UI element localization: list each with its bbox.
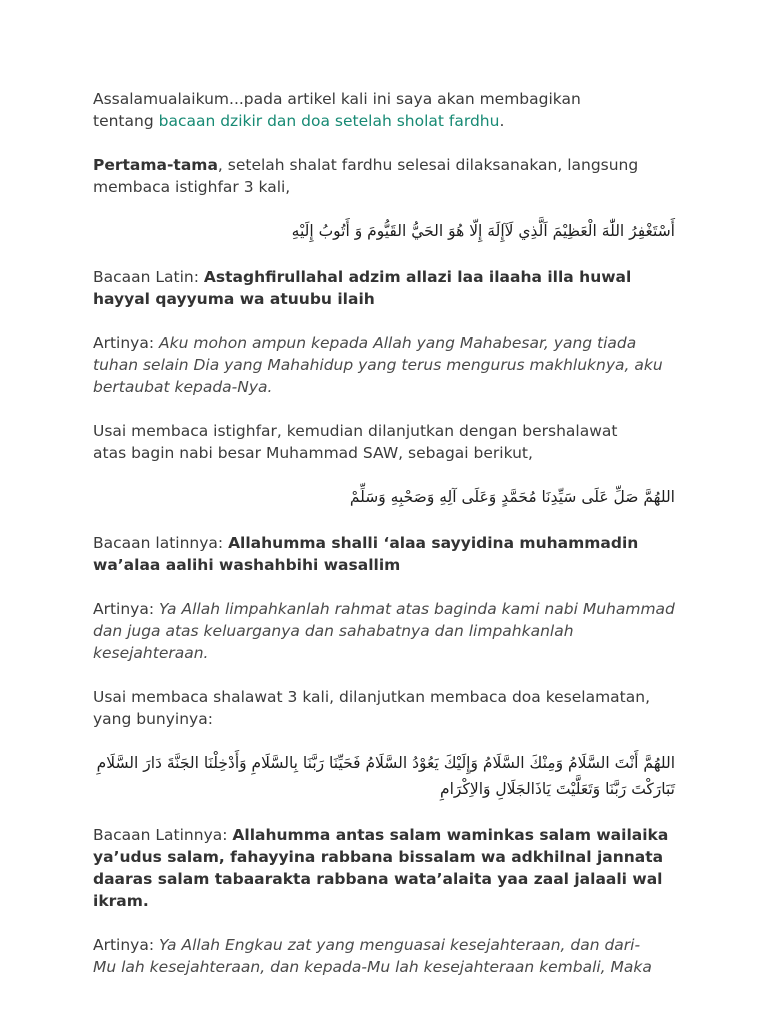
shalawat-arabic: اللهُمَّ صَلِّ عَلَى سَيِّدِنَا مُحَمَّدٍ وَعَلَى آلِهِ وَصَحْبِهِ وَسَلِّمْ xyxy=(349,488,675,506)
step1-text: , setelah shalat fardhu selesai dilaksanakan, langsung membaca istighfar 3 kali, xyxy=(93,156,639,196)
doa-keselamatan-arabic: اللهُمَّ أَنْتَ السَّلَامُ وَمِنْكَ السَّلَامُ وَإِلَيْكَ يَعُوْدُ السَّلَامُ فَحَيِّنَا رَبَّنَا بِالسَّلَامِ وَأَدْخِلْنَا الجَنَّةَ دَارَ السَّلَامِ تَبَارَكْتَ رَبَّنَا وَتَعَلَّيْتَ يَاذَالجَلَالِ وَالاِكْرَامِ xyxy=(96,754,675,798)
doa-keselamatan-latin-label: Bacaan Latinnya: xyxy=(93,826,233,844)
shalawat-meaning-text: Ya Allah limpahkanlah rahmat atas baginda kami nabi Muhammad dan juga atas keluarganya dan sahabatnya dan limpahkanlah kesejahteraan. xyxy=(93,600,675,662)
istighfar-latin xyxy=(93,266,663,310)
istighfar-latin-text: Astaghfirullahal adzim allazi laa ilaaha illa huwal hayyal qayyuma wa atuubu ilaih xyxy=(93,268,632,308)
doa-keselamatan-latin-text: Allahumma antas salam waminkas salam wailaika ya’udus salam, fahayyina rabbana bissalam wa adkhilnal jannata daaras salam tabaarakta rabbana wata’alaita yaa zaal jalaali wal ikram. xyxy=(93,826,669,910)
istighfar-meaning-text: Aku mohon ampun kepada Allah yang Mahabesar, yang tiada tuhan selain Dia yang Mahahidup yang terus mengurus makhluknya, aku bertaubat kepada-Nya. xyxy=(93,334,663,396)
document-body xyxy=(93,88,693,978)
shalawat-meaning xyxy=(93,598,683,664)
intro-paragraph xyxy=(93,88,693,132)
istighfar-latin-label: Bacaan Latin: xyxy=(93,268,204,286)
shalawat-meaning-label: Artinya: xyxy=(93,600,160,618)
shalawat-latin-text: Allahumma shalli ‘alaa sayyidina muhammadin wa’alaa aalihi washahbihi wasallim xyxy=(93,534,639,574)
doa-keselamatan-meaning-label: Artinya: xyxy=(93,936,160,954)
istighfar-arabic: أَسْتَغْفِرُ اللّٰهَ الْعَظِيْمَ اَلَّذِي لَآإِلَهَ إِلّا هُوَ الحَيُّ القَيُّومَ وَ أَتُوبُ إِلَيْهِ xyxy=(291,222,675,240)
shalawat-latin xyxy=(93,532,683,576)
step1-lead: Pertama-tama xyxy=(93,156,218,174)
intro-line-2-prefix: tentang xyxy=(93,112,159,130)
istighfar-meaning-label: Artinya: xyxy=(93,334,160,352)
intro-line-1: Assalamualaikum...pada artikel kali ini saya akan membagikan xyxy=(93,90,581,108)
step2-paragraph: Usai membaca istighfar, kemudian dilanjutkan dengan bershalawat atas bagin nabi besar Muhammad SAW, sebagai berikut, xyxy=(93,422,618,462)
step1-paragraph xyxy=(93,154,653,198)
doa-keselamatan-meaning-text: Ya Allah Engkau zat yang menguasai kesejahteraan, dan dari-Mu lah kesejahteraan, dan kepada-Mu lah kesejahteraan kembali, Maka xyxy=(93,936,652,976)
doa-keselamatan-meaning xyxy=(93,934,663,978)
shalawat-latin-label: Bacaan latinnya: xyxy=(93,534,229,552)
article-topic-link[interactable]: bacaan dzikir dan doa setelah sholat fardhu xyxy=(158,112,500,130)
step3-paragraph: Usai membaca shalawat 3 kali, dilanjutkan membaca doa keselamatan, yang bunyinya: xyxy=(93,688,651,728)
istighfar-meaning xyxy=(93,332,683,398)
intro-line-2-suffix: . xyxy=(499,112,505,130)
doa-keselamatan-latin xyxy=(93,824,678,912)
